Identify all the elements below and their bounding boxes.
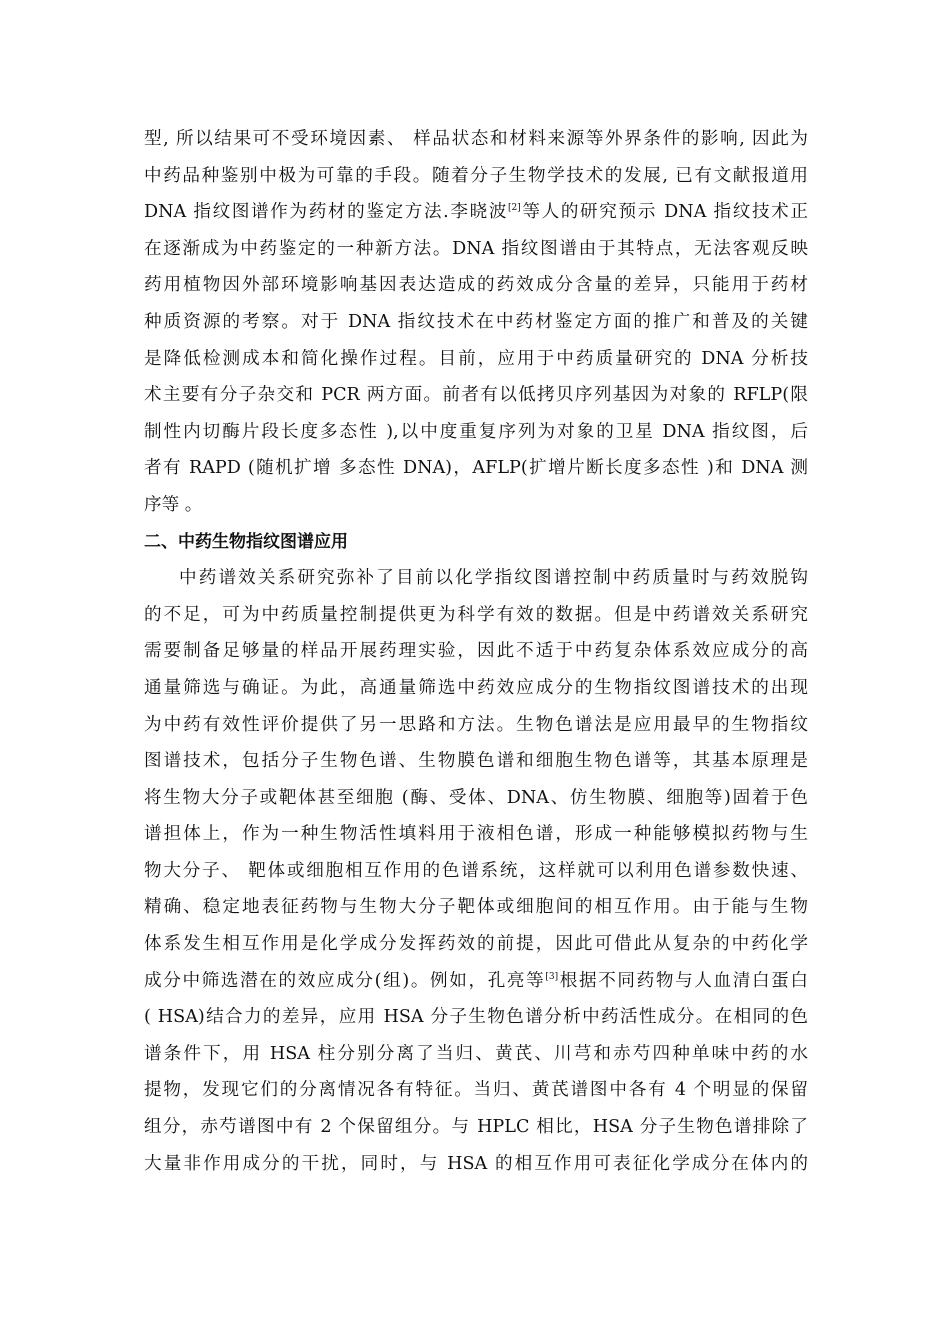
text-line: 精确、稳定地表征药物与生物大分子靶体或细胞间的相互作用。由于能与生物: [144, 897, 808, 918]
text-line: 通量筛选与确证。为此，高通量筛选中药效应成分的生物指纹图谱技术的出现: [144, 677, 808, 698]
citation-marker: [2]: [508, 203, 521, 214]
text-segment: 等人的研究预示 DNA 指纹技术正: [520, 202, 808, 223]
text-segment: 成分中筛选潜在的效应成分(组)。例如，孔亮等: [144, 970, 546, 991]
text-line: 需要制备足够量的样品开展药理实验，因此不适于中药复杂体系效应成分的高: [144, 641, 808, 662]
text-segment: DNA 指纹图谱作为药材的鉴定方法.李晓波: [144, 202, 509, 223]
citation-marker: [3]: [545, 971, 559, 982]
text-line: [144, 194, 808, 231]
text-line: 为中药有效性评价提供了另一思路和方法。生物色谱法是应用最早的生物指纹: [144, 714, 808, 735]
text-line: [144, 963, 808, 1000]
text-line: 型, 所以结果可不受环境因素、 样品状态和材料来源等外界条件的影响, 因此为: [144, 129, 808, 149]
text-line: ( HSA)结合力的差异，应用 HSA 分子生物色谱分析中药活性成分。在相同的色: [144, 1007, 808, 1028]
text-line: 种质资源的考察。对于 DNA 指纹技术在中药材鉴定方面的推广和普及的关键: [144, 311, 808, 332]
section-heading: 二、中药生物指纹图谱应用: [144, 531, 348, 552]
text-segment: 根据不同药物与人血清白蛋白: [558, 970, 808, 991]
paragraph: [144, 121, 808, 524]
text-line: 将生物大分子或靶体甚至细胞 (酶、受体、DNA、仿生物膜、细胞等)固着于色: [144, 787, 808, 808]
text-line: 中药品种鉴别中极为可靠的手段。随着分子生物学技术的发展, 已有文献报道用: [144, 165, 808, 186]
text-line: 组分，赤芍谱图中有 2 个保留组分。与 HPLC 相比，HSA 分子生物色谱排除了: [144, 1117, 808, 1138]
text-line: 是降低检测成本和简化操作过程。目前，应用于中药质量研究的 DNA 分析技: [144, 348, 808, 369]
text-line: 在逐渐成为中药鉴定的一种新方法。DNA 指纹图谱由于其特点，无法客观反映: [144, 238, 808, 259]
text-line: 者有 RAPD (随机扩增 多态性 DNA)，AFLP(扩增片断长度多态性 )和 DNA 测: [144, 458, 808, 479]
text-line: 中药谱效关系研究弥补了目前以化学指纹图谱控制中药质量时与药效脱钩: [179, 568, 808, 589]
text-line: 物大分子、 靶体或细胞相互作用的色谱系统，这样就可以利用色谱参数快速、: [144, 860, 808, 881]
text-line: 提物，发现它们的分离情况各有特征。当归、黄芪谱图中各有 4 个明显的保留: [144, 1080, 808, 1101]
text-line: 制性内切酶片段长度多态性 ),以中度重复序列为对象的卫星 DNA 指纹图，后: [144, 421, 808, 442]
text-line: 谱担体上，作为一种生物活性填料用于液相色谱，形成一种能够模拟药物与生: [144, 824, 808, 845]
text-line: 序等 。: [144, 494, 203, 515]
document-body: [144, 121, 808, 1182]
text-line: 大量非作用成分的干扰，同时，与 HSA 的相互作用可表征化学成分在体内的: [144, 1153, 808, 1174]
text-line: 的不足，可为中药质量控制提供更为科学有效的数据。但是中药谱效关系研究: [144, 604, 808, 625]
paragraph: [144, 560, 808, 1182]
text-line: 谱条件下，用 HSA 柱分别分离了当归、黄芪、川芎和赤芍四种单味中药的水: [144, 1043, 808, 1064]
text-line: 药用植物因外部环境影响基因表达造成的药效成分含量的差异，只能用于药材: [144, 275, 808, 296]
text-line: 术主要有分子杂交和 PCR 两方面。前者有以低拷贝序列基因为对象的 RFLP(限: [144, 385, 808, 406]
text-line: 图谱技术，包括分子生物色谱、生物膜色谱和细胞生物色谱等，其基本原理是: [144, 751, 808, 772]
text-line: 体系发生相互作用是化学成分发挥药效的前提，因此可借此从复杂的中药化学: [144, 934, 808, 955]
